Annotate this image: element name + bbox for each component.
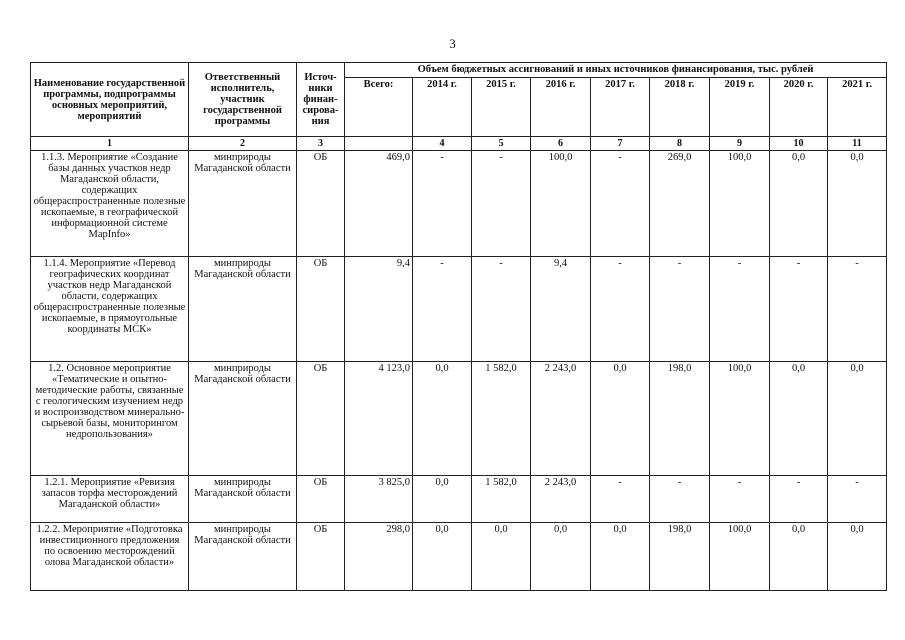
year-value: 0,0 [472, 523, 531, 591]
executor: минприроды Магаданской области [189, 362, 297, 476]
activity-name: 1.2.1. Мероприятие «Ревизия запасов торфа месторождений Магаданской области» [31, 476, 189, 523]
page-number: 3 [449, 36, 456, 51]
funding-source: ОБ [297, 362, 345, 476]
year-value: - [591, 151, 650, 257]
year-value: - [828, 476, 887, 523]
activity-name: 1.1.3. Мероприятие «Создание базы данных участков недр Магаданской области, содержащих общераспространенные полезные ископаемые, в географической информационной системе MapInfo» [31, 151, 189, 257]
year-value: 269,0 [650, 151, 710, 257]
column-number: 10 [770, 137, 828, 151]
year-value: 2 243,0 [531, 362, 591, 476]
year-value: 0,0 [770, 151, 828, 257]
year-value: 0,0 [413, 362, 472, 476]
activity-name: 1.2. Основное мероприятие «Тематические и опытно-методические работы, связанные с геологическим изучением недр и воспроизводством минерально-сырьевой базы, мониторингом недропользования» [31, 362, 189, 476]
executor: минприроды Магаданской области [189, 151, 297, 257]
header-year: 2019 г. [710, 78, 770, 137]
header-year: 2021 г. [828, 78, 887, 137]
funding-source: ОБ [297, 151, 345, 257]
column-number-row [31, 137, 887, 151]
year-value: - [413, 151, 472, 257]
total-value: 4 123,0 [345, 362, 413, 476]
year-value: 100,0 [710, 362, 770, 476]
year-value: - [770, 476, 828, 523]
year-value: - [472, 257, 531, 362]
year-value: 2 243,0 [531, 476, 591, 523]
budget-table [30, 62, 887, 591]
table-row [31, 362, 887, 476]
year-value: 0,0 [770, 362, 828, 476]
header-year: 2016 г. [531, 78, 591, 137]
year-value: 1 582,0 [472, 362, 531, 476]
table-row [31, 151, 887, 257]
header-budget: Объем бюджетных ассигнований и иных источников финансирования, тыс. рублей [345, 63, 887, 78]
year-value: - [472, 151, 531, 257]
total-value: 298,0 [345, 523, 413, 591]
table-row [31, 257, 887, 362]
column-number [345, 137, 413, 151]
executor: минприроды Магаданской области [189, 257, 297, 362]
header-year: 2017 г. [591, 78, 650, 137]
year-value: 198,0 [650, 362, 710, 476]
year-value: 0,0 [531, 523, 591, 591]
column-number: 3 [297, 137, 345, 151]
header-year: 2018 г. [650, 78, 710, 137]
total-value: 9,4 [345, 257, 413, 362]
year-value: 0,0 [591, 362, 650, 476]
year-value: 100,0 [531, 151, 591, 257]
year-value: - [650, 476, 710, 523]
column-number: 2 [189, 137, 297, 151]
year-value: 198,0 [650, 523, 710, 591]
year-value: - [591, 257, 650, 362]
year-value: 0,0 [770, 523, 828, 591]
year-value: - [710, 257, 770, 362]
year-value: 0,0 [828, 362, 887, 476]
funding-source: ОБ [297, 257, 345, 362]
year-value: 0,0 [413, 523, 472, 591]
activity-name: 1.1.4. Мероприятие «Перевод географических координат участков недр Магаданской области, содержащих общераспространенные полезные ископаемые, в прямоугольные координаты МСК» [31, 257, 189, 362]
year-value: 0,0 [828, 151, 887, 257]
header-year: 2020 г. [770, 78, 828, 137]
table-row [31, 476, 887, 523]
executor: минприроды Магаданской области [189, 523, 297, 591]
header-source: Источ-ники финан-сирова-ния [297, 63, 345, 137]
year-value: - [770, 257, 828, 362]
table-row [31, 523, 887, 591]
executor: минприроды Магаданской области [189, 476, 297, 523]
header-name: Наименование государственной программы, подпрограммы основных мероприятий, мероприятий [31, 63, 189, 137]
year-value: - [828, 257, 887, 362]
column-number: 4 [413, 137, 472, 151]
year-value: - [710, 476, 770, 523]
column-number: 7 [591, 137, 650, 151]
year-value: 0,0 [828, 523, 887, 591]
year-value: - [591, 476, 650, 523]
year-value: - [650, 257, 710, 362]
year-value: 9,4 [531, 257, 591, 362]
year-value: - [413, 257, 472, 362]
column-number: 1 [31, 137, 189, 151]
activity-name: 1.2.2. Мероприятие «Подготовка инвестиционного предложения по освоению месторождений олова Магаданской области» [31, 523, 189, 591]
column-number: 8 [650, 137, 710, 151]
funding-source: ОБ [297, 476, 345, 523]
total-value: 3 825,0 [345, 476, 413, 523]
header-year: Всего: [345, 78, 413, 137]
year-value: 1 582,0 [472, 476, 531, 523]
year-value: 0,0 [413, 476, 472, 523]
year-value: 100,0 [710, 523, 770, 591]
total-value: 469,0 [345, 151, 413, 257]
header-year: 2014 г. [413, 78, 472, 137]
column-number: 11 [828, 137, 887, 151]
funding-source: ОБ [297, 523, 345, 591]
year-value: 0,0 [591, 523, 650, 591]
column-number: 6 [531, 137, 591, 151]
header-executor: Ответственный исполнитель, участник государственной программы [189, 63, 297, 137]
column-number: 5 [472, 137, 531, 151]
column-number: 9 [710, 137, 770, 151]
header-year: 2015 г. [472, 78, 531, 137]
year-value: 100,0 [710, 151, 770, 257]
